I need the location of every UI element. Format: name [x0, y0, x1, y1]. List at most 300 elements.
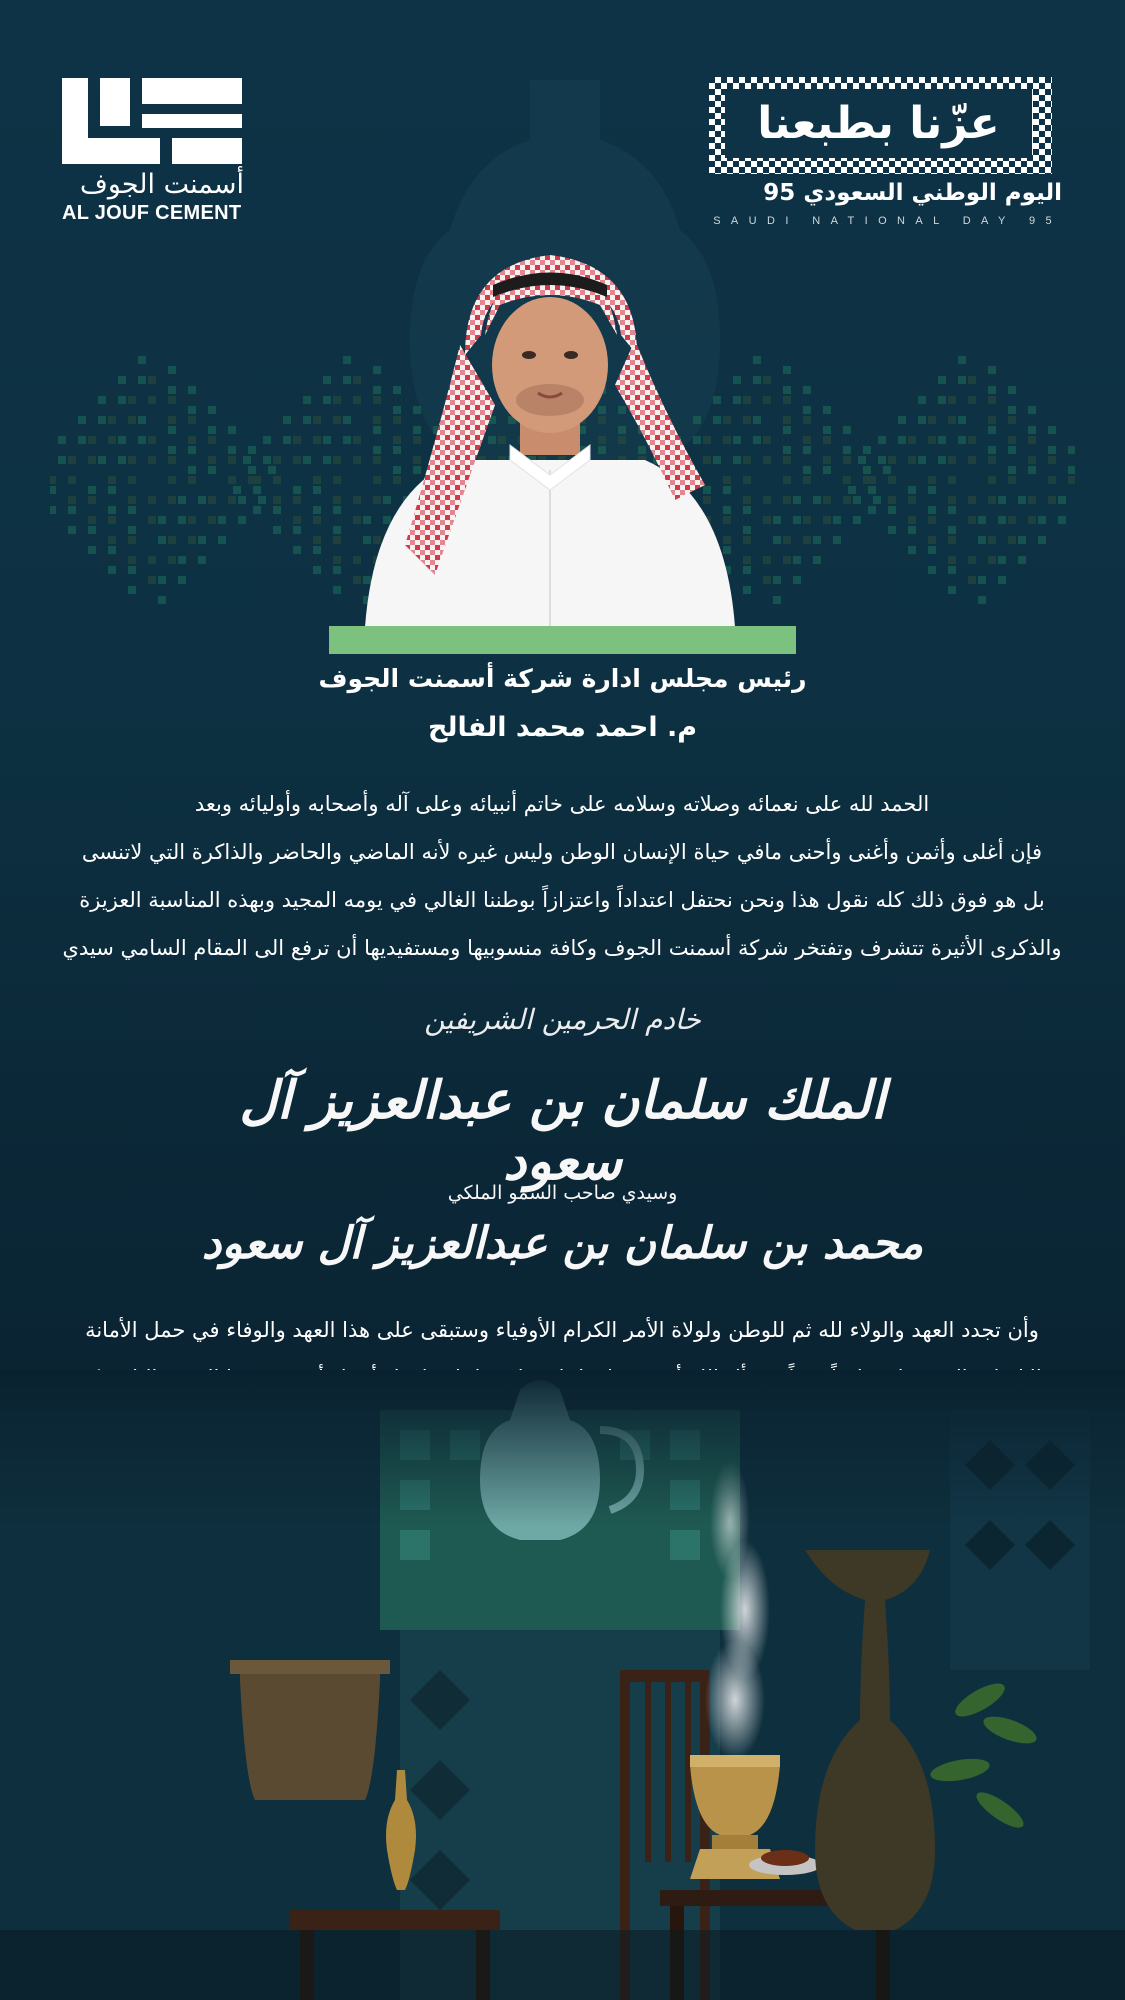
sadu-pattern-cell: [168, 386, 176, 394]
sadu-border-cell: [841, 77, 847, 83]
sadu-border-cell: [715, 83, 721, 89]
sadu-pattern-cell: [268, 466, 276, 474]
sadu-border-cell: [715, 95, 721, 101]
name-accent-bar: [329, 626, 796, 654]
sadu-pattern-cell: [1018, 536, 1026, 544]
intro-paragraph: [52, 780, 1072, 972]
sadu-pattern-cell: [253, 486, 261, 494]
sadu-pattern-cell: [68, 526, 76, 534]
sadu-pattern-cell: [128, 496, 136, 504]
sadu-border-cell: [937, 77, 943, 83]
sadu-pattern-cell: [323, 456, 331, 464]
sadu-border-cell: [997, 77, 1003, 83]
sadu-pattern-cell: [243, 456, 251, 464]
sadu-pattern-cell: [118, 396, 126, 404]
sadu-pattern-cell: [168, 426, 176, 434]
sadu-border-cell: [817, 77, 823, 83]
sadu-pattern-cell: [988, 386, 996, 394]
sadu-pattern-cell: [958, 376, 966, 384]
sadu-pattern-cell: [988, 556, 996, 564]
sadu-pattern-cell: [128, 526, 136, 534]
sadu-pattern-cell: [833, 516, 841, 524]
sadu-border-cell: [913, 77, 919, 83]
sadu-pattern-cell: [998, 576, 1006, 584]
sadu-pattern-cell: [783, 476, 791, 484]
sadu-pattern-cell: [968, 576, 976, 584]
sadu-pattern-cell: [843, 446, 851, 454]
sadu-pattern-cell: [88, 486, 96, 494]
sadu-pattern-cell: [908, 526, 916, 534]
sadu-pattern-cell: [773, 536, 781, 544]
sadu-pattern-cell: [1068, 446, 1075, 454]
sadu-pattern-cell: [1028, 426, 1036, 434]
sadu-pattern-cell: [333, 526, 341, 534]
sadu-pattern-cell: [873, 496, 881, 504]
sadu-border-cell: [775, 167, 781, 173]
sadu-pattern-cell: [168, 556, 176, 564]
sadu-pattern-cell: [1038, 516, 1046, 524]
sadu-pattern-cell: [128, 456, 136, 464]
sadu-pattern-cell: [273, 476, 281, 484]
sadu-pattern-cell: [168, 456, 176, 464]
sadu-pattern-cell: [908, 436, 916, 444]
sadu-pattern-cell: [128, 476, 136, 484]
sadu-pattern-cell: [1058, 496, 1066, 504]
sadu-border-cell: [1033, 137, 1039, 143]
sadu-pattern-cell: [263, 456, 271, 464]
sadu-pattern-cell: [333, 496, 341, 504]
sadu-pattern-cell: [948, 496, 956, 504]
sadu-pattern-cell: [333, 416, 341, 424]
sadu-border-cell: [751, 167, 757, 173]
sadu-pattern-cell: [783, 556, 791, 564]
sadu-border-cell: [1009, 173, 1015, 174]
sadu-pattern-cell: [248, 466, 256, 474]
sadu-pattern-cell: [313, 476, 321, 484]
sadu-pattern-cell: [938, 456, 946, 464]
sadu-pattern-cell: [853, 516, 861, 524]
sadu-border-cell: [865, 161, 871, 167]
sadu-pattern-cell: [928, 546, 936, 554]
sadu-pattern-cell: [88, 496, 96, 504]
sadu-pattern-cell: [763, 376, 771, 384]
sadu-pattern-cell: [958, 356, 966, 364]
sadu-border-cell: [733, 161, 739, 167]
sadu-border-cell: [889, 77, 895, 83]
sadu-pattern-cell: [948, 396, 956, 404]
sadu-border-cell: [991, 167, 997, 173]
sadu-pattern-cell: [803, 446, 811, 454]
sadu-pattern-cell: [823, 406, 831, 414]
sadu-border-cell: [961, 161, 967, 167]
sadu-pattern-cell: [1008, 416, 1016, 424]
sadu-pattern-cell: [158, 536, 166, 544]
intro-line: الحمد لله على نعمائه وصلاته وسلامه على خاتم أنبيائه وعلى آله وأصحابه وأوليائه وبعد: [194, 792, 930, 816]
sadu-pattern-cell: [283, 436, 291, 444]
sadu-pattern-cell: [823, 456, 831, 464]
sadu-pattern-cell: [313, 486, 321, 494]
sadu-pattern-cell: [333, 506, 341, 514]
sadu-border-cell: [817, 161, 823, 167]
sadu-border-cell: [709, 77, 715, 83]
sadu-pattern-cell: [148, 396, 156, 404]
sadu-pattern-cell: [988, 416, 996, 424]
sadu-pattern-cell: [50, 486, 56, 494]
sadu-pattern-cell: [198, 536, 206, 544]
sadu-border-cell: [1027, 167, 1033, 173]
sadu-pattern-cell: [263, 436, 271, 444]
sadu-pattern-cell: [178, 556, 186, 564]
sadu-border-cell: [877, 161, 883, 167]
sadu-border-cell: [805, 77, 811, 83]
sadu-border-cell: [739, 167, 745, 173]
sadu-pattern-cell: [858, 456, 866, 464]
sadu-border-cell: [721, 173, 727, 174]
sadu-pattern-cell: [118, 436, 126, 444]
sadu-pattern-cell: [998, 556, 1006, 564]
sadu-pattern-cell: [303, 416, 311, 424]
sadu-border-cell: [769, 173, 775, 174]
sadu-border-cell: [1033, 77, 1039, 83]
sadu-pattern-cell: [948, 506, 956, 514]
sadu-pattern-cell: [158, 516, 166, 524]
sadu-border-cell: [1045, 101, 1051, 107]
sadu-border-cell: [715, 143, 721, 149]
sadu-pattern-cell: [823, 436, 831, 444]
sadu-border-cell: [985, 173, 991, 174]
sadu-pattern-cell: [908, 456, 916, 464]
sadu-pattern-cell: [803, 386, 811, 394]
sadu-pattern-cell: [998, 516, 1006, 524]
sadu-border-cell: [973, 173, 979, 174]
sadu-border-cell: [793, 161, 799, 167]
prince-intro: وسيدي صاحب السمو الملكي: [447, 1182, 678, 1204]
sadu-pattern-cell: [323, 376, 331, 384]
sadu-pattern-cell: [208, 516, 216, 524]
sadu-border-cell: [787, 167, 793, 173]
sadu-border-cell: [883, 167, 889, 173]
sadu-border-cell: [1015, 167, 1021, 173]
sadu-pattern-cell: [208, 496, 216, 504]
sadu-border-cell: [1051, 119, 1052, 125]
sadu-border-cell: [913, 161, 919, 167]
sadu-border-cell: [781, 173, 787, 174]
sadu-pattern-cell: [128, 396, 136, 404]
sadu-pattern-cell: [218, 516, 226, 524]
sadu-pattern-cell: [948, 456, 956, 464]
sadu-pattern-cell: [763, 516, 771, 524]
sadu-border-cell: [1009, 161, 1015, 167]
sadu-border-cell: [1039, 83, 1045, 89]
sadu-pattern-cell: [888, 456, 896, 464]
sadu-pattern-cell: [138, 436, 146, 444]
sadu-pattern-cell: [843, 456, 851, 464]
national-day-title-arabic: اليوم الوطني السعودي 95: [763, 180, 1062, 206]
sadu-border-cell: [709, 101, 715, 107]
sadu-border-cell: [715, 155, 721, 161]
sadu-pattern-cell: [168, 396, 176, 404]
sadu-pattern-cell: [128, 506, 136, 514]
sadu-pattern-cell: [293, 496, 301, 504]
sadu-pattern-cell: [783, 396, 791, 404]
sadu-border-cell: [1039, 131, 1045, 137]
sadu-pattern-cell: [248, 446, 256, 454]
sadu-pattern-cell: [188, 516, 196, 524]
sadu-pattern-cell: [98, 456, 106, 464]
sadu-pattern-cell: [88, 436, 96, 444]
sadu-pattern-cell: [313, 436, 321, 444]
sadu-border-cell: [901, 77, 907, 83]
sadu-pattern-cell: [978, 516, 986, 524]
sadu-pattern-cell: [333, 586, 341, 594]
sadu-pattern-cell: [98, 416, 106, 424]
sadu-border-cell: [973, 161, 979, 167]
sadu-pattern-cell: [928, 536, 936, 544]
sadu-border-cell: [937, 173, 943, 174]
sadu-pattern-cell: [233, 486, 241, 494]
sadu-pattern-cell: [888, 526, 896, 534]
sadu-pattern-cell: [968, 556, 976, 564]
sadu-pattern-cell: [188, 476, 196, 484]
sadu-border-cell: [745, 77, 751, 83]
sadu-border-cell: [763, 167, 769, 173]
sadu-pattern-cell: [978, 536, 986, 544]
sadu-pattern-cell: [108, 436, 116, 444]
sadu-pattern-cell: [118, 456, 126, 464]
sadu-pattern-cell: [238, 496, 246, 504]
sadu-pattern-cell: [988, 446, 996, 454]
sadu-pattern-cell: [898, 416, 906, 424]
al-jouf-cement-logo-icon: [62, 78, 242, 164]
sadu-pattern-cell: [1048, 426, 1056, 434]
national-day-logo: [707, 75, 1062, 235]
sadu-pattern-cell: [313, 416, 321, 424]
sadu-pattern-cell: [1018, 556, 1026, 564]
sadu-border-cell: [709, 173, 715, 174]
sadu-pattern-cell: [188, 436, 196, 444]
sadu-pattern-cell: [948, 586, 956, 594]
sadu-pattern-cell: [908, 516, 916, 524]
sadu-border-cell: [979, 167, 985, 173]
sadu-pattern-cell: [938, 376, 946, 384]
sadu-border-cell: [1051, 131, 1052, 137]
sadu-pattern-cell: [988, 496, 996, 504]
sadu-pattern-cell: [303, 456, 311, 464]
sadu-pattern-cell: [868, 486, 876, 494]
sadu-pattern-cell: [868, 476, 876, 484]
heritage-scene-image: [0, 1370, 1125, 2000]
sadu-border-cell: [1033, 125, 1039, 131]
sadu-border-cell: [901, 161, 907, 167]
sadu-pattern-cell: [333, 556, 341, 564]
sadu-pattern-cell: [813, 496, 821, 504]
sadu-border-cell: [733, 173, 739, 174]
brand-name-english: AL JOUF CEMENT: [62, 202, 242, 224]
sadu-pattern-cell: [1048, 496, 1056, 504]
sadu-pattern-cell: [148, 576, 156, 584]
sadu-pattern-cell: [998, 496, 1006, 504]
sadu-pattern-cell: [128, 556, 136, 564]
sadu-pattern-cell: [108, 506, 116, 514]
sadu-pattern-cell: [258, 496, 266, 504]
sadu-border-cell: [847, 167, 853, 173]
sadu-border-cell: [997, 173, 1003, 174]
sadu-border-cell: [817, 173, 823, 174]
sadu-pattern-cell: [108, 566, 116, 574]
sadu-border-cell: [1003, 167, 1009, 173]
crown-prince-name: محمد بن سلمان بن عبدالعزيز آل سعود: [201, 1218, 924, 1269]
brand-name-arabic: أسمنت الجوف: [79, 169, 244, 200]
sadu-pattern-cell: [293, 486, 301, 494]
sadu-pattern-cell: [313, 546, 321, 554]
sadu-pattern-cell: [1028, 516, 1036, 524]
sadu-pattern-cell: [843, 496, 851, 504]
sadu-pattern-cell: [863, 446, 871, 454]
sadu-pattern-cell: [78, 436, 86, 444]
sadu-pattern-cell: [128, 586, 136, 594]
sadu-border-cell: [823, 167, 829, 173]
sadu-pattern-cell: [853, 496, 861, 504]
sadu-pattern-cell: [878, 436, 886, 444]
sadu-pattern-cell: [958, 416, 966, 424]
sadu-pattern-cell: [138, 416, 146, 424]
sadu-border-cell: [1039, 119, 1045, 125]
sadu-pattern-cell: [1048, 476, 1056, 484]
sadu-pattern-cell: [773, 596, 781, 604]
sadu-pattern-cell: [108, 536, 116, 544]
sadu-border-cell: [961, 173, 967, 174]
sadu-border-cell: [709, 149, 715, 155]
sadu-pattern-cell: [128, 536, 136, 544]
sadu-pattern-cell: [128, 416, 136, 424]
sadu-border-cell: [841, 161, 847, 167]
sadu-border-cell: [1039, 95, 1045, 101]
sadu-pattern-cell: [50, 506, 56, 514]
sadu-pattern-cell: [198, 496, 206, 504]
sadu-pattern-cell: [228, 426, 236, 434]
sadu-pattern-cell: [948, 556, 956, 564]
sadu-pattern-cell: [138, 376, 146, 384]
sadu-pattern-cell: [958, 436, 966, 444]
sadu-pattern-cell: [88, 456, 96, 464]
sadu-pattern-cell: [178, 576, 186, 584]
sadu-border-cell: [1051, 95, 1052, 101]
sadu-pattern-cell: [148, 516, 156, 524]
sadu-pattern-cell: [178, 496, 186, 504]
sadu-pattern-cell: [763, 456, 771, 464]
sadu-border-cell: [997, 161, 1003, 167]
sadu-pattern-cell: [168, 416, 176, 424]
sadu-pattern-cell: [948, 526, 956, 534]
sadu-pattern-cell: [833, 536, 841, 544]
sadu-pattern-cell: [148, 456, 156, 464]
sadu-pattern-cell: [1028, 406, 1036, 414]
sadu-border-cell: [1033, 113, 1039, 119]
sadu-pattern-cell: [773, 516, 781, 524]
sadu-border-cell: [1021, 173, 1027, 174]
sadu-pattern-cell: [823, 426, 831, 434]
sadu-border-cell: [913, 173, 919, 174]
sadu-border-cell: [733, 77, 739, 83]
sadu-border-cell: [961, 77, 967, 83]
sadu-pattern-cell: [978, 576, 986, 584]
sadu-pattern-cell: [783, 366, 791, 374]
sadu-border-cell: [967, 167, 973, 173]
sadu-pattern-cell: [333, 566, 341, 574]
sadu-pattern-cell: [988, 366, 996, 374]
sadu-pattern-cell: [88, 546, 96, 554]
sadu-pattern-cell: [878, 456, 886, 464]
sadu-pattern-cell: [968, 516, 976, 524]
sadu-pattern-cell: [918, 416, 926, 424]
sadu-pattern-cell: [333, 396, 341, 404]
sadu-border-cell: [841, 173, 847, 174]
chairman-title: رئيس مجلس ادارة شركة أسمنت الجوف: [318, 664, 807, 693]
sadu-pattern-cell: [1028, 496, 1036, 504]
sadu-pattern-cell: [783, 536, 791, 544]
sadu-pattern-cell: [78, 416, 86, 424]
sadu-pattern-cell: [273, 456, 281, 464]
sadu-pattern-cell: [1008, 476, 1016, 484]
sadu-pattern-cell: [888, 476, 896, 484]
sadu-border-cell: [1045, 77, 1051, 83]
sadu-pattern-cell: [783, 386, 791, 394]
sadu-border-cell: [865, 173, 871, 174]
sadu-border-cell: [793, 77, 799, 83]
sadu-border-cell: [1009, 77, 1015, 83]
sadu-pattern-cell: [863, 466, 871, 474]
sadu-pattern-cell: [138, 356, 146, 364]
sadu-pattern-cell: [1008, 516, 1016, 524]
sadu-border-cell: [901, 173, 907, 174]
sadu-pattern-cell: [333, 536, 341, 544]
sadu-pattern-cell: [168, 446, 176, 454]
sadu-pattern-cell: [333, 476, 341, 484]
sadu-border-cell: [937, 161, 943, 167]
sadu-pattern-cell: [1068, 466, 1075, 474]
sadu-border-cell: [727, 167, 733, 173]
sadu-pattern-cell: [1008, 536, 1016, 544]
sadu-pattern-cell: [948, 536, 956, 544]
sadu-pattern-cell: [108, 546, 116, 554]
sadu-border-cell: [1033, 101, 1039, 107]
sadu-border-cell: [925, 77, 931, 83]
sadu-border-cell: [745, 161, 751, 167]
sadu-pattern-cell: [918, 456, 926, 464]
sadu-border-cell: [799, 167, 805, 173]
sadu-pattern-cell: [948, 476, 956, 484]
sadu-pattern-cell: [988, 426, 996, 434]
sadu-pattern-cell: [253, 476, 261, 484]
sadu-border-cell: [1039, 107, 1045, 113]
sadu-border-cell: [781, 161, 787, 167]
sadu-pattern-cell: [58, 436, 66, 444]
sadu-pattern-cell: [98, 396, 106, 404]
national-day-slogan: عزّنا بطبعنا: [757, 98, 1000, 149]
sadu-border-cell: [949, 77, 955, 83]
sadu-border-cell: [931, 167, 937, 173]
sadu-pattern-cell: [918, 396, 926, 404]
sadu-pattern-cell: [293, 526, 301, 534]
sadu-pattern-cell: [1028, 466, 1036, 474]
sadu-pattern-cell: [1048, 456, 1056, 464]
sadu-border-cell: [829, 161, 835, 167]
sadu-pattern-cell: [908, 496, 916, 504]
sadu-pattern-cell: [898, 436, 906, 444]
sadu-border-cell: [955, 167, 961, 173]
sadu-pattern-cell: [168, 476, 176, 484]
sadu-pattern-cell: [908, 546, 916, 554]
